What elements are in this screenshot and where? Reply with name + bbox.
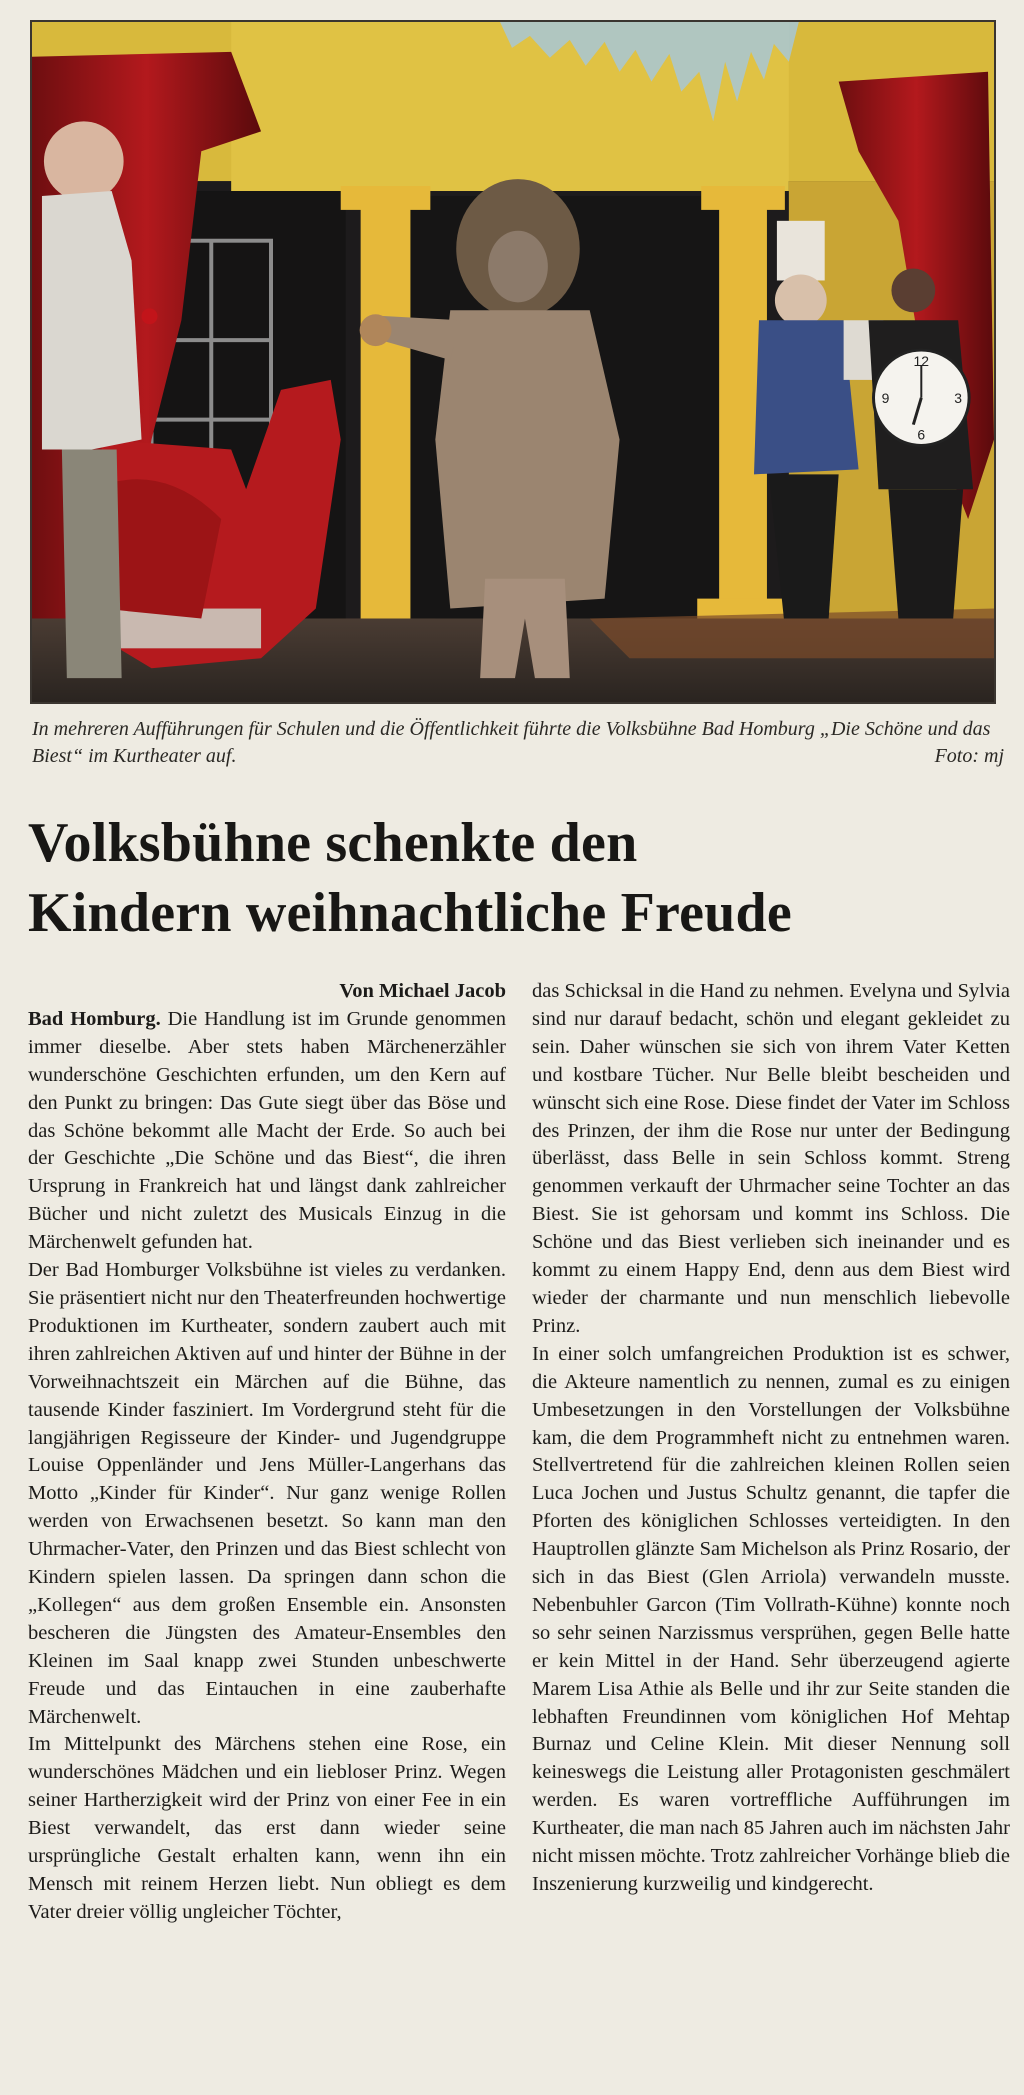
paragraph-2: Der Bad Homburger Volksbühne ist vieles zu verdanken. Sie präsentiert nicht nur den Theaterfreunden hochwertige Produktionen im Kurtheater, sondern zaubert auch mit ihren zahlreichen Aktiven auf und hinter der Bühne in der Vorweihnachtszeit ein Märchen auf die Bühne, das tausende Kinder fasziniert. Im Vordergrund steht für die langjährigen Regisseure der Kinder- und Jugendgruppe Louise Oppenländer und Jens Müller-Langerhans das Motto „Kinder für Kinder“. Nur ganz wenige Rollen werden von Erwachsenen besetzt. So kann man den Uhrmacher-Vater, den Prinzen und das Biest schlecht von Kindern spielen lassen. Da springen dann schon die „Kollegen“ aus dem großen Ensemble ein. Ansonsten bescheren die Jüngsten des Amateur-Ensembles den Kleinen im Saal knapp zwei Stunden unbeschwerte Freude und das Eintauchen in eine zauberhafte Märchenwelt. bbox=[28, 1259, 506, 1728]
clock-numeral-12: 12 bbox=[913, 352, 930, 369]
byline: Von Michael Jacob bbox=[339, 980, 506, 1002]
headline bbox=[28, 808, 1018, 948]
photo-caption bbox=[32, 716, 1004, 770]
clock-numeral-6: 6 bbox=[917, 426, 926, 443]
article-column-right bbox=[532, 978, 1010, 1899]
article-column-left bbox=[28, 978, 506, 1927]
headline-line-2: Kindern weihnachtliche Freude bbox=[28, 882, 792, 944]
clock-numeral-9: 9 bbox=[881, 389, 890, 406]
paragraph-4: das Schicksal in die Hand zu nehmen. Evelyna und Sylvia sind nur darauf bedacht, schön und elegant gekleidet zu sein. Daher wünschen sie sich von ihrem Vater Ketten und kostbare Tücher. Nur Belle bleibt bescheiden und wünscht sich eine Rose. Diese findet der Vater im Schloss des Prinzen, der ihm die Rose nur unter der Bedingung überlässt, dass Belle in sein Schloss kommt. Streng genommen verkauft der Uhrmacher seine Tochter an das Biest. Sie ist gehorsam und kommt ins Schloss. Die Schöne und das Biest verlieben sich ineinander und es kommt zu einem Happy End, denn aus dem Biest wird wieder der charmante und nun menschlich liebevolle Prinz. bbox=[532, 980, 1010, 1337]
headline-line-1: Volksbühne schenkte den bbox=[28, 812, 638, 874]
caption-text: In mehreren Aufführungen für Schulen und die Öffentlichkeit führte die Volksbühne Bad Homburg „Die Schöne und das Biest“ im Kurtheater auf. bbox=[32, 718, 991, 767]
paragraph-1 bbox=[28, 1006, 506, 1257]
stage-photo-icon bbox=[32, 22, 994, 702]
paragraph-3: Im Mittelpunkt des Märchens stehen eine Rose, ein wunderschönes Mädchen und ein liebloser Prinz. Wegen seiner Hartherzigkeit wird der Prinz von einer Fee in ein Biest verwandelt, das erst dann wieder seine ursprüngliche Gestalt erhalten kann, wenn ihn ein Mensch mit reinem Herzen liebt. Nun obliegt es dem Vater dreier völlig ungleicher Töchter, bbox=[28, 1733, 506, 1923]
clock-icon bbox=[874, 350, 970, 445]
stage-photo bbox=[30, 20, 996, 704]
dateline: Bad Homburg. bbox=[28, 1007, 161, 1030]
rose-icon bbox=[142, 308, 158, 324]
paragraph-5: In einer solch umfangreichen Produktion ist es schwer, die Akteure namentlich zu nennen, zumal es zu einigen Umbesetzungen in den Vorstellungen der Volksbühne kam, die dem Programmheft nicht zu entnehmen waren. Stellvertretend für die zahlreichen kleinen Rollen seien Luca Jochen und Justus Schultz genannt, die tapfer die Pforten des königlichen Schlosses verteidigten. In den Hauptrollen glänzte Sam Michelson als Prinz Rosario, der sich in das Biest (Glen Arriola) verwandeln musste. Nebenbuhler Garcon (Tim Vollrath-Kühne) konnte noch so sehr seinen Narzissmus versprühen, gegen Belle hatte er kein Mittel in der Hand. Sehr überzeugend agierte Marem Lisa Athie als Belle und ihr zur Seite standen die lebhaften Freundinnen vom königlichen Hof Mehtap Burnaz und Celine Klein. Mit dieser Nennung soll keineswegs die Leistung aller Protagonisten geschmälert werden. Es waren vortreffliche Aufführungen im Kurtheater, die man nach 85 Jahren auch im nächsten Jahr nicht missen möchte. Trotz zahlreicher Vorhänge blieb die Inszenierung kurzweilig und kindgerecht. bbox=[532, 1342, 1010, 1895]
clock-numeral-3: 3 bbox=[954, 389, 963, 406]
paragraph-1-text: Die Handlung ist im Grunde genommen immer dieselbe. Aber stets haben Märchenerzähler wunderschöne Geschichten erfunden, um den Kern auf den Punkt zu bringen: Das Gute siegt über das Böse und das Schöne bekommt alle Macht der Erde. So auch bei der Geschichte „Die Schöne und das Biest“, die ihren Ursprung in Frankreich hat und längst dank zahlreicher Bücher und nicht zuletzt des Musicals Einzug in die Märchenwelt gefunden hat. bbox=[28, 1007, 507, 1254]
photo-credit: Foto: mj bbox=[934, 745, 1004, 767]
